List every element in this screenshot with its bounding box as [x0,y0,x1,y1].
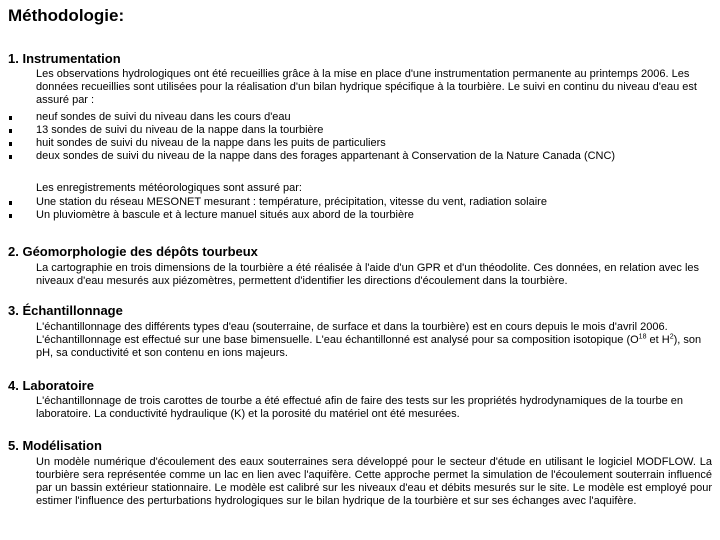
list-item: huit sondes de suivi du niveau de la nappe dans les puits de particuliers [0,137,712,150]
bullet-icon [9,214,12,218]
modeling-text: Un modèle numérique d'écoulement des eaux souterraines sera développé pour le secteur d'étude en utilisant le logiciel MODFLOW. La tourbière sera représentée comme un lac en lien avec l'aquifère. Cette approche permet la simulation de l'écoulement souterrain influencé par un bassin extérieur stationnaire. Le modèle est calibré sur les niveaux d'eau et débits mesurés sur le site. Le modèle est employé pour estimer l'influence des perturbations hydrologiques sur le bilan hydrique de la tourbière et sur ses échanges avec l'aquifère. [36,456,712,507]
geomorphology-text: La cartographie en trois dimensions de la tourbière a été réalisée à l'aide d'un GPR et d'un théodolite. Ces données, en relation avec les niveaux d'eau mesurés aux piézomètres, permettent d'identifier les directions d'écoulement dans la tourbière. [36,262,700,287]
section-heading-modeling: 5. Modélisation [8,438,102,453]
instrumentation-intro: Les observations hydrologiques ont été recueillies grâce à la mise en place d'une instrumentation permanente au printemps 2006. Les données recueillies sont utilisées pour la réalisation d'un bilan hydrique spécifique à la tourbière. Le suivi en continu du niveau d'eau est assuré par : [36,68,697,106]
bullet-icon [9,201,12,205]
section-heading-laboratory: 4. Laboratoire [8,378,94,393]
bullet-icon [9,116,12,120]
list-item: Une station du réseau MESONET mesurant : température, précipitation, vitesse du vent, radiation solaire [0,196,712,209]
meteorology-list [0,196,712,222]
section-heading-geomorphology: 2. Géomorphologie des dépôts tourbeux [8,244,258,259]
bullet-icon [9,129,12,133]
section-heading-instrumentation: 1. Instrumentation [8,51,121,66]
bullet-icon [9,142,12,146]
instrumentation-probe-list [0,111,712,163]
section-heading-sampling: 3. Échantillonnage [8,303,123,318]
bullet-icon [9,155,12,159]
page-title: Méthodologie: [8,6,125,25]
sampling-text: L'échantillonnage des différents types d'eau (souterraine, de surface et dans la tourbière) est en cours depuis le mois d'avril 2006. L'échantillonnage est effectué sur une base bimensuelle. L'eau échantillonné est analysé pour sa composition isotopique ($O^{18}$ et $H^2$), son pH, sa conductivité et son contenu en ions majeurs. [36,321,702,359]
list-item: 13 sondes de suivi du niveau de la nappe dans la tourbière [0,124,712,137]
laboratory-text: L'échantillonnage de trois carottes de tourbe a été effectué afin de faire des tests sur les propriétés hydrodynamiques de la tourbe en laboratoire. La conductivité hydraulique (K) et la porosité du matériel ont été mesurées. [36,395,684,420]
list-item: deux sondes de suivi du niveau de la nappe dans des forages appartenant à Conservation de la Nature Canada (CNC) [0,150,712,163]
list-item: Un pluviomètre à bascule et à lecture manuel situés aux abord de la tourbière [0,209,712,222]
meteorology-intro: Les enregistrements météorologiques sont assuré par: [36,182,302,194]
list-item: neuf sondes de suivi du niveau dans les cours d'eau [0,111,712,124]
